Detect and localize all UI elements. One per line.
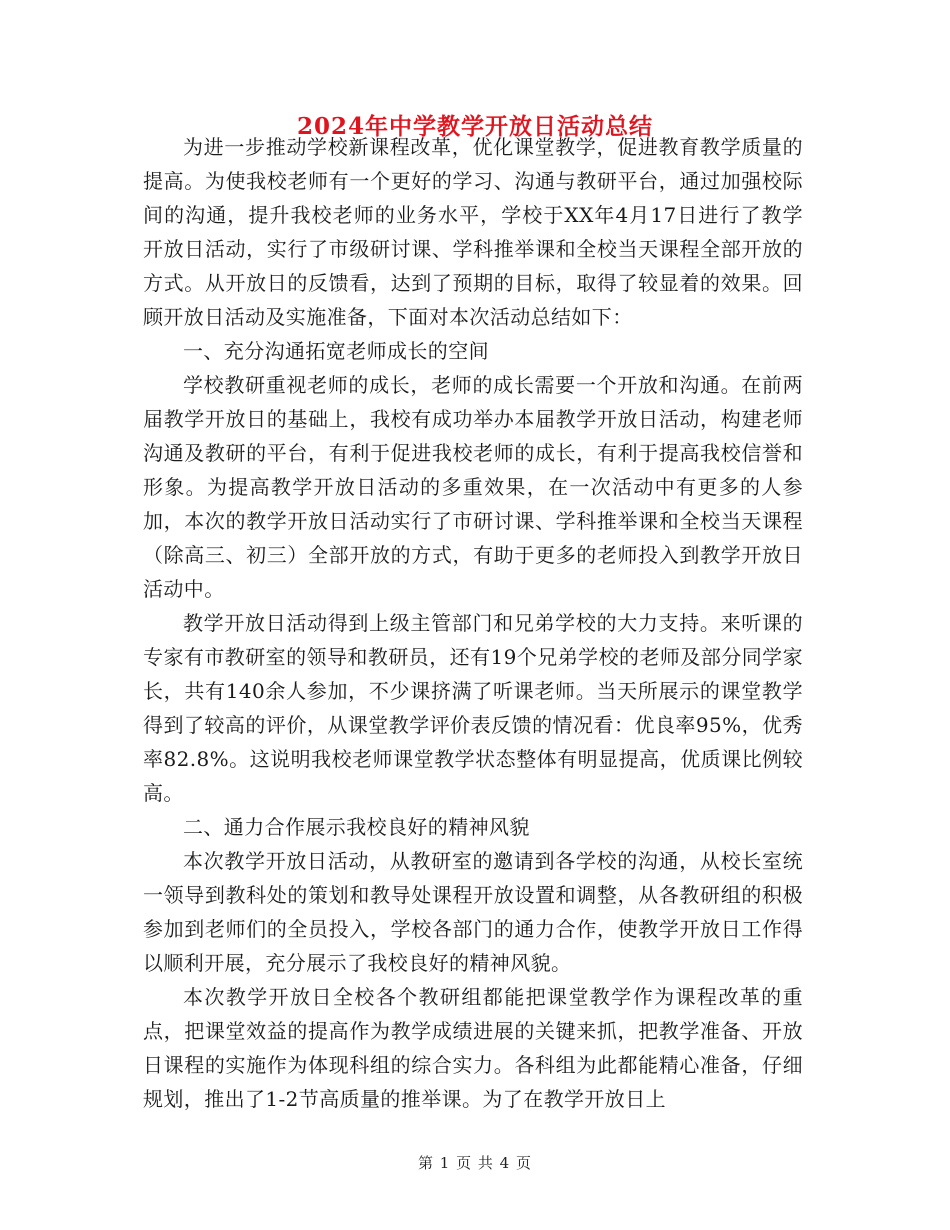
body-paragraph: 本次教学开放日活动，从教研室的邀请到各学校的沟通，从校长室统一领导到教科处的策划和教导处课程开放设置和调整，从各教研组的积极参加到老师们的全员投入，学校各部门的通力合作，使教学开放日工作得以顺利开展，充分展示了我校良好的精神风貌。 <box>143 849 803 975</box>
document-title: 2024年中学教学开放日活动总结 <box>296 113 653 140</box>
intro-paragraph: 为进一步推动学校新课程改革，优化课堂教学，促进教育教学质量的提高。为使我校老师有一个更好的学习、沟通与教研平台，通过加强校际间的沟通，提升我校老师的业务水平，学校于XX年4月17日进行了教学开放日活动，实行了市级研讨课、学科推举课和全校当天课程全部开放的方式。从开放日的反馈看，达到了预期的目标，取得了较显着的效果。回顾开放日活动及实施准备，下面对本次活动总结如下： <box>143 135 803 329</box>
page-number-footer: 第 1 页 共 4 页 <box>418 1154 532 1172</box>
section-heading-1: 一、充分沟通拓宽老师成长的空间 <box>183 339 489 363</box>
body-paragraph: 教学开放日活动得到上级主管部门和兄弟学校的大力支持。来听课的专家有市教研室的领导和教研员，还有19个兄弟学校的老师及部分同学家长，共有140余人参加，不少课挤满了听课老师。当天所展示的课堂教学得到了较高的评价，从课堂教学评价表反馈的情况看：优良率95%，优秀率82.8%。这说明我校老师课堂教学状态整体有明显提高，优质课比例较高。 <box>143 611 803 805</box>
section-heading-2: 二、通力合作展示我校良好的精神风貌 <box>183 815 530 839</box>
body-paragraph: 学校教研重视老师的成长，老师的成长需要一个开放和沟通。在前两届教学开放日的基础上，我校有成功举办本届教学开放日活动，构建老师沟通及教研的平台，有利于促进我校老师的成长，有利于提高我校信誉和形象。为提高教学开放日活动的多重效果，在一次活动中有更多的人参加，本次的教学开放日活动实行了市研讨课、学科推举课和全校当天课程（除高三、初三）全部开放的方式，有助于更多的老师投入到教学开放日活动中。 <box>143 373 803 601</box>
document-body <box>143 130 803 1116</box>
body-paragraph: 本次教学开放日全校各个教研组都能把课堂教学作为课程改革的重点，把课堂效益的提高作为教学成绩进展的关键来抓，把教学准备、开放日课程的实施作为体现科组的综合实力。各科组为此都能精心准备，仔细规划，推出了1-2节高质量的推举课。为了在教学开放日上 <box>143 985 803 1111</box>
